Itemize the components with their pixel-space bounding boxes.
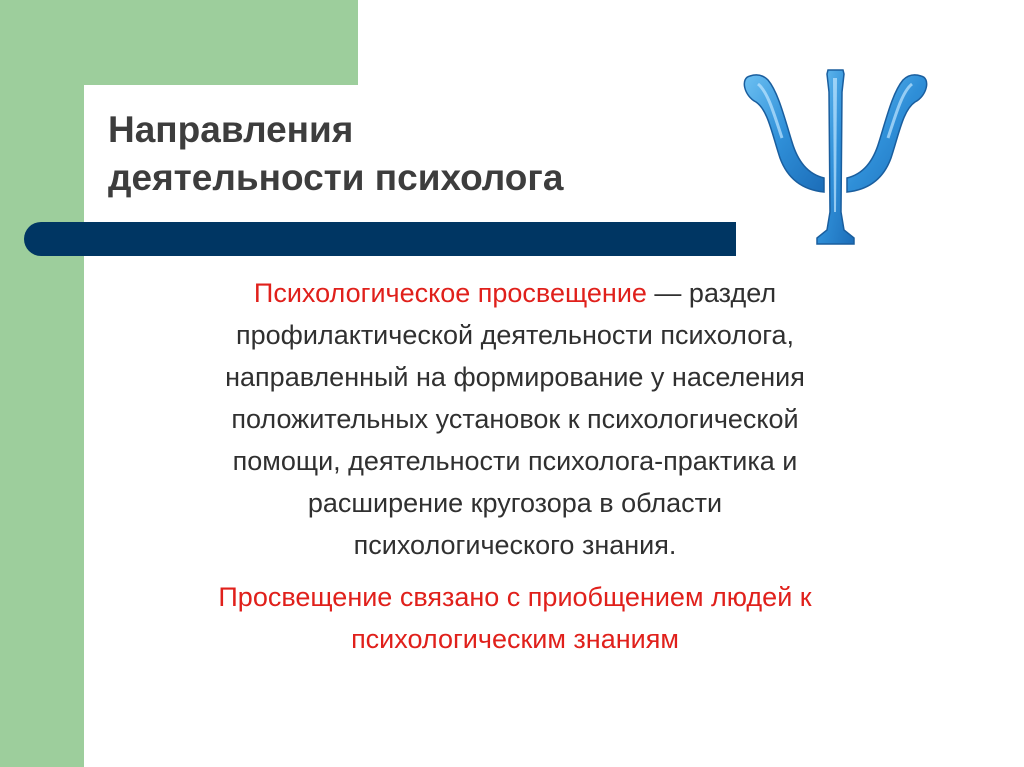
psi-symbol-icon — [738, 62, 933, 252]
definition-line-2: профилактической деятельности психолога, — [235, 320, 795, 350]
definition-term: Психологическое просвещение — [253, 278, 647, 308]
title-line-1: Направления — [108, 109, 354, 150]
title-line-2: деятельности психолога — [108, 157, 564, 198]
slide-title — [108, 106, 708, 202]
slide-body — [120, 272, 910, 660]
definition-line-1-rest: — раздел — [646, 278, 777, 308]
note-line-1: Просвещение связано с приобщением людей к — [218, 582, 812, 612]
definition-line-5: помощи, деятельности психолога-практика и — [232, 446, 798, 476]
green-accent-left — [0, 0, 84, 767]
title-underline-bar — [24, 222, 736, 256]
definition-line-3: направленный на формирование у населения — [225, 362, 805, 392]
note-paragraph — [120, 576, 910, 660]
definition-line-6: расширение кругозора в области — [307, 488, 723, 518]
definition-line-4: положительных установок к психологической — [231, 404, 799, 434]
definition-line-1 — [120, 272, 910, 314]
note-line-2: психологическим знаниям — [351, 624, 679, 654]
definition-line-7: психологического знания. — [353, 530, 677, 560]
definition-paragraph — [120, 272, 910, 566]
